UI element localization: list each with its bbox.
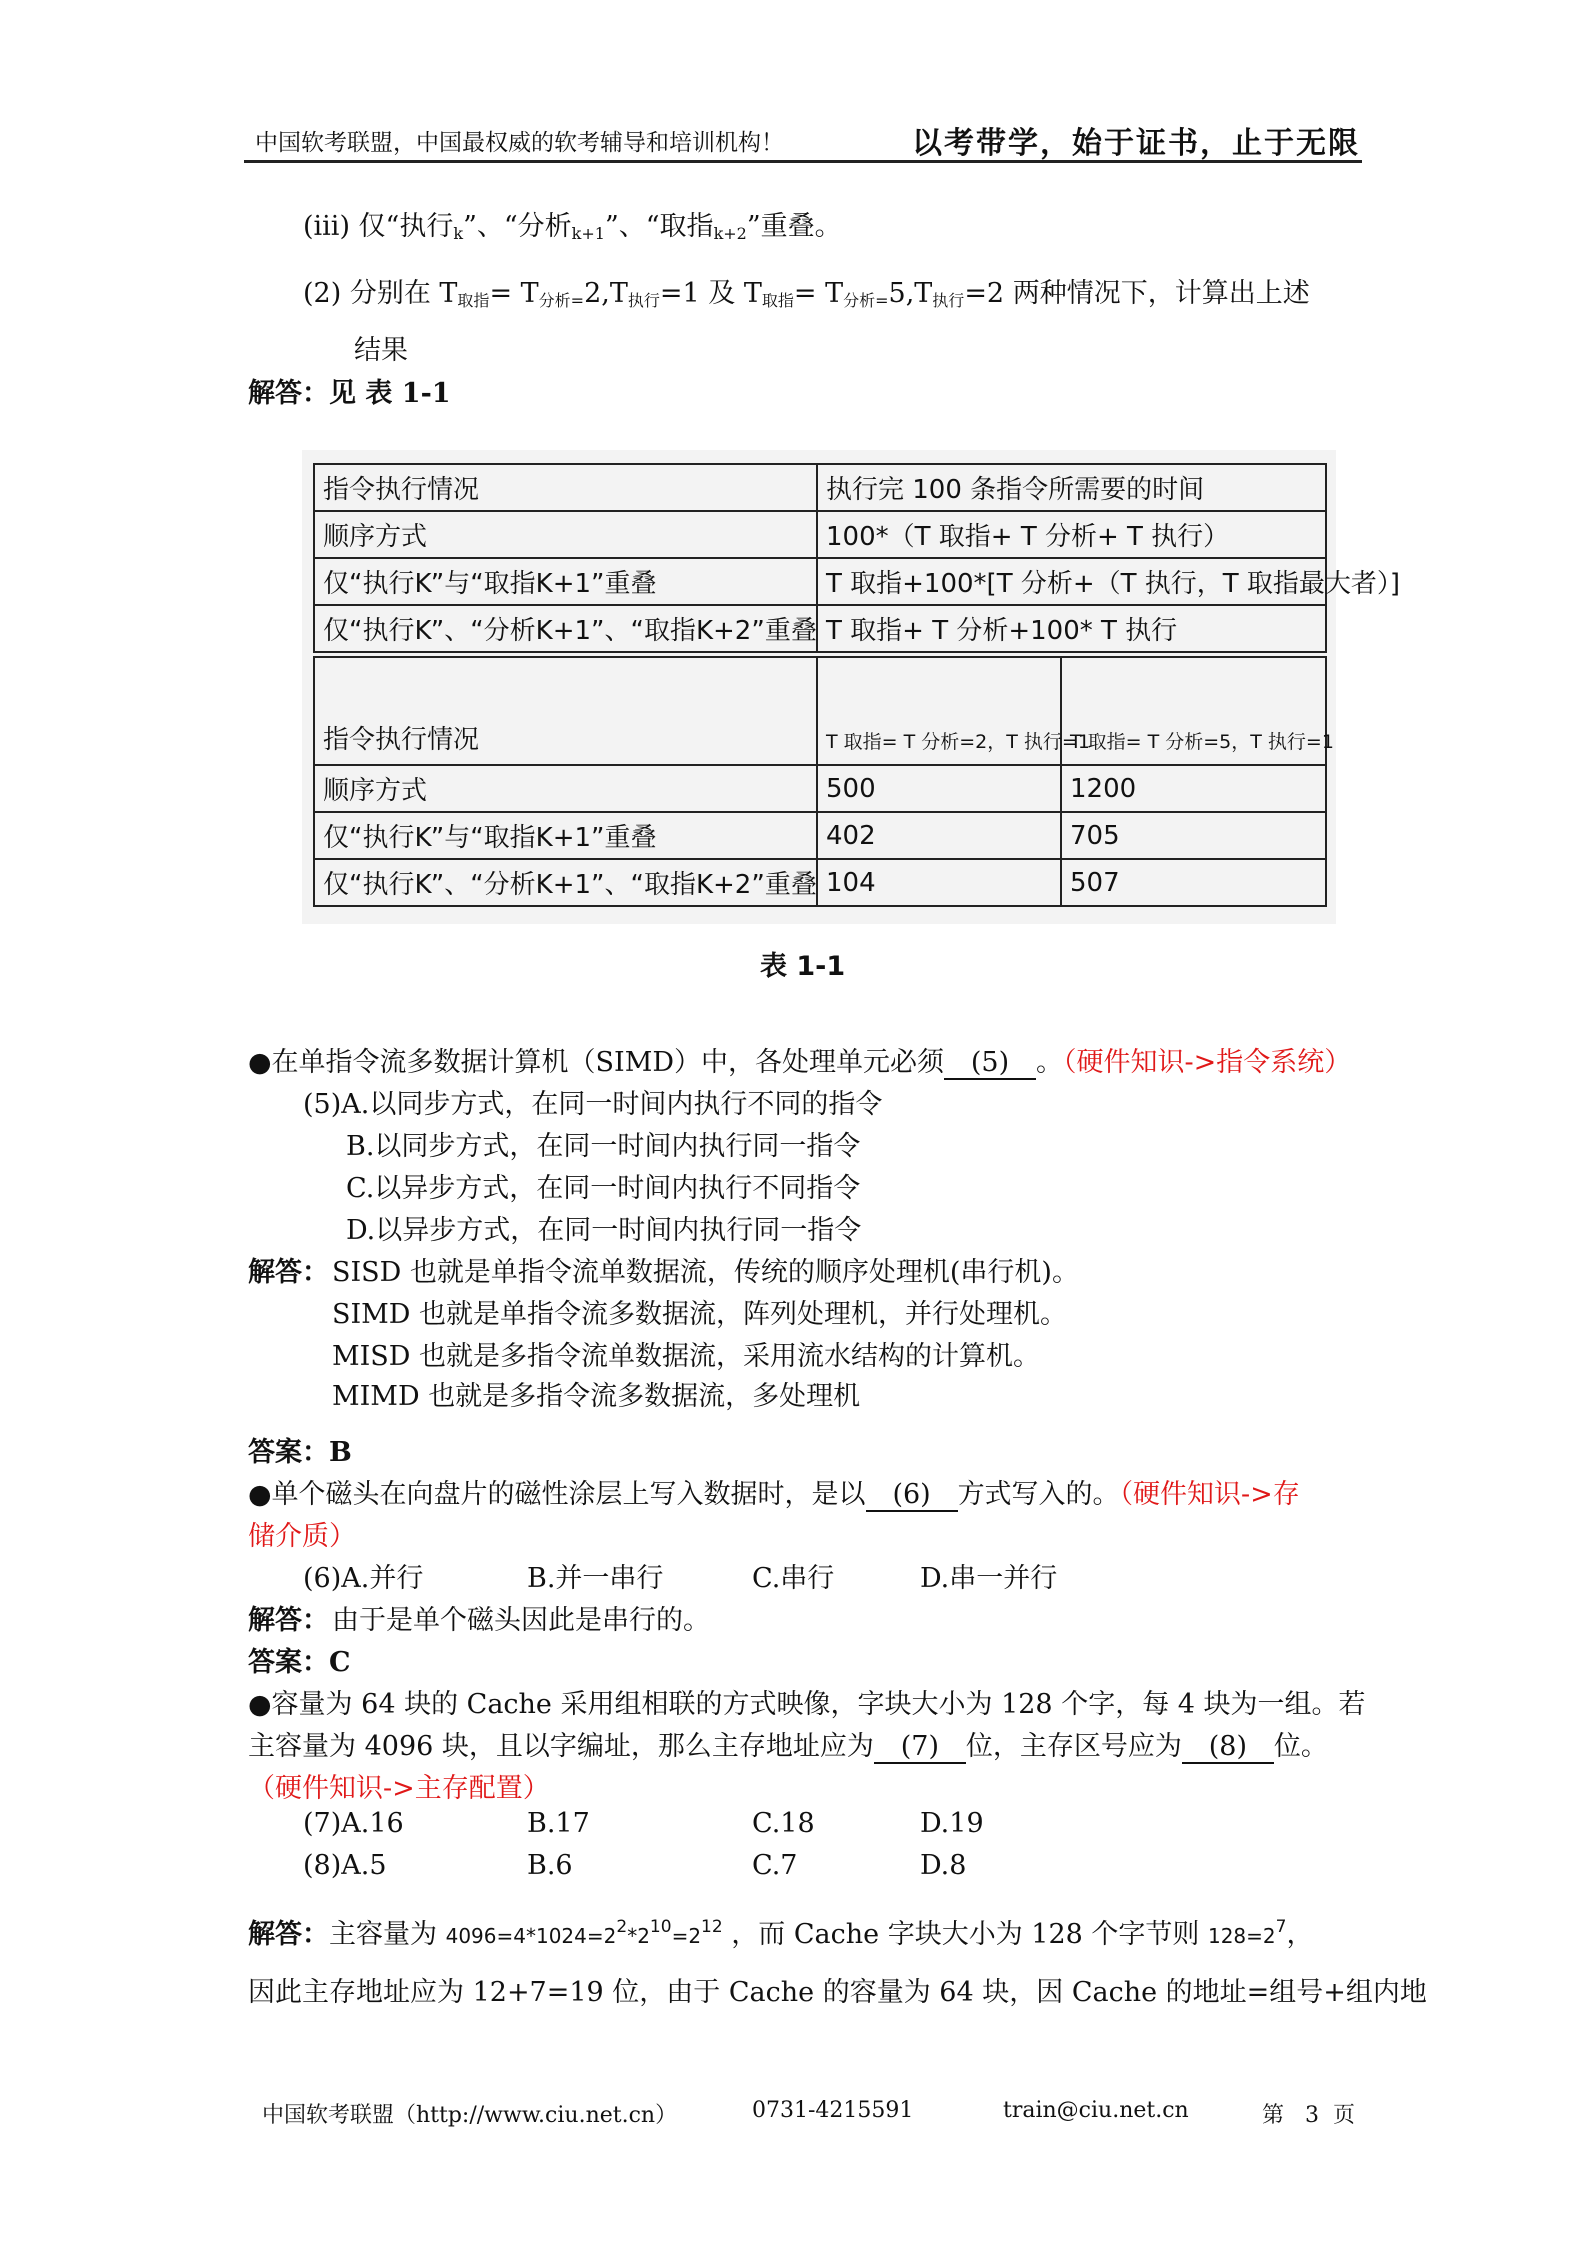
table-cell: 705 (1061, 812, 1326, 859)
option-item: B.并一串行 (527, 1563, 664, 1594)
table-cell: T 取指= T 分析=2，T 执行=1 (817, 657, 1061, 765)
table-cell: 仅“执行K”与“取指K+1”重叠 (314, 558, 817, 605)
header-left-text: 中国软考联盟，中国最权威的软考辅导和培训机构！ (255, 130, 784, 156)
table-cell: 执行完 100 条指令所需要的时间 (817, 464, 1326, 511)
table-row (314, 859, 1326, 906)
formula-128: $128=2^7$ (1207, 1917, 1287, 1948)
option-item: D.19 (920, 1808, 984, 1839)
table-cell: 顺序方式 (314, 511, 817, 558)
topic-tag-cont: 储介质） (248, 1521, 356, 1552)
answer-result: 答案：C (248, 1647, 351, 1678)
table-row (314, 657, 1326, 765)
answer-label: 解答： (248, 1257, 329, 1288)
table-cell: 500 (817, 765, 1061, 812)
table-cell: T 取指= T 分析=5，T 执行=1 (1061, 657, 1326, 765)
answer-label-1: 解答：见 表 1-1 (248, 378, 451, 409)
table-cell: 指令执行情况 (314, 464, 817, 511)
table-row (314, 765, 1326, 812)
explanation-line: 因此主存地址应为 12+7=19 位，由于 Cache 的容量为 64 块，因 Cache 的地址=组号+组内地 (248, 1977, 1427, 2008)
table-caption: 表 1-1 (760, 951, 846, 982)
footer-page-number: 第 3 页 (1262, 2103, 1355, 2128)
table-cell: 104 (817, 859, 1061, 906)
table-row (314, 511, 1326, 558)
question-78-stem-line2: 主容量为 4096 块，且以字编址，那么主存地址应为 (7) 位，主存区号应为 (8) 位。 (248, 1731, 1328, 1762)
option-item: D.串一并行 (920, 1563, 1058, 1594)
question-2-line2: 结果 (354, 335, 408, 366)
table-cell: 仅“执行K”、“分析K+1”、“取指K+2”重叠 (314, 605, 817, 652)
option-item: C.18 (752, 1808, 815, 1839)
option-item: C.7 (752, 1850, 798, 1881)
formula-4096: $4096=4*1024=2^2*2^{10}=2^{12}$ (445, 1917, 723, 1948)
table-cell: 402 (817, 812, 1061, 859)
option-item: (7)A.16 (303, 1808, 404, 1839)
table-cell: 指令执行情况 (314, 657, 817, 765)
table-cell: 100*（T 取指+ T 分析+ T 执行） (817, 511, 1326, 558)
table-row (314, 605, 1326, 652)
question-2: (2) 分别在 $T_{取指}= T_{分析=}2,T_{执行}=1$ 及 $T_{取指}= T_{分析=}5,T_{执行}=2$ 两种情况下，计算出上述 (303, 278, 1310, 310)
explanation-line: 解答：主容量为 $4096=4*1024=2^2*2^{10}=2^{12}$ ，而 Cache 字块大小为 128 个字节则 $128=2^7$， (248, 1917, 1314, 1950)
footer-org: 中国软考联盟（http://www.ciu.net.cn） (262, 2103, 678, 2128)
question-78-stem-line1: ●容量为 64 块的 Cache 采用组相联的方式映像，字块大小为 128 个字，每 4 块为一组。若 (248, 1689, 1366, 1720)
blank-7: (7) (874, 1731, 966, 1764)
footer-email: train@ciu.net.cn (1003, 2098, 1189, 2123)
table-row (314, 464, 1326, 511)
question-6-stem: ●单个磁头在向盘片的磁性涂层上写入数据时，是以 (6) 方式写入的。（硬件知识->存 (248, 1479, 1300, 1510)
table-bottom (313, 656, 1334, 907)
header-rule (244, 160, 1362, 163)
explanation-line: MIMD 也就是多指令流多数据流，多处理机 (332, 1381, 861, 1412)
table-cell: 顺序方式 (314, 765, 817, 812)
answer-label: 解答： (248, 1605, 329, 1636)
table-top (313, 463, 1401, 653)
option-item: (8)A.5 (303, 1850, 387, 1881)
table-cell: T 取指+100*[T 分析+（T 执行，T 取指最大者）] (817, 558, 1326, 605)
option-item: (6)A.并行 (303, 1563, 424, 1594)
option-item: B.17 (527, 1808, 590, 1839)
topic-tag: （硬件知识->主存配置） (248, 1773, 550, 1804)
explanation-line: 由于是单个磁头因此是串行的。 (332, 1605, 710, 1636)
table-cell: 仅“执行K”、“分析K+1”、“取指K+2”重叠 (314, 859, 817, 906)
table-cell: 507 (1061, 859, 1326, 906)
footer-phone: 0731-4215591 (752, 2098, 914, 2123)
blank-8: (8) (1182, 1731, 1274, 1764)
blank-6: (6) (866, 1479, 958, 1512)
blank-5: (5) (944, 1047, 1036, 1080)
table-cell: 仅“执行K”与“取指K+1”重叠 (314, 812, 817, 859)
explanation-line: SIMD 也就是单指令流多数据流，阵列处理机，并行处理机。 (332, 1299, 1068, 1330)
option-item: B.以同步方式，在同一时间内执行同一指令 (346, 1131, 861, 1162)
header-slogan: 以考带学，始于证书，止于无限 (912, 126, 1360, 161)
option-item: C.串行 (752, 1563, 835, 1594)
option-item: C.以异步方式，在同一时间内执行不同指令 (346, 1173, 861, 1204)
topic-tag: （硬件知识->存 (1119, 1479, 1300, 1510)
item-iii: (iii) 仅“执行$_k$”、“分析$_{k+1}$”、“取指$_{k+2}$”重叠。 (303, 211, 842, 243)
table-cell: 1200 (1061, 765, 1326, 812)
answer-result: 答案：B (248, 1437, 352, 1468)
table-row (314, 558, 1326, 605)
explanation-line: MISD 也就是多指令流单数据流，采用流水结构的计算机。 (332, 1341, 1041, 1372)
option-item: D.8 (920, 1850, 967, 1881)
table-row (314, 812, 1326, 859)
option-item: (5)A.以同步方式，在同一时间内执行不同的指令 (303, 1089, 883, 1120)
question-5-stem: ●在单指令流多数据计算机（SIMD）中，各处理单元必须 (5) 。（硬件知识->指令系统） (248, 1047, 1352, 1078)
option-item: B.6 (527, 1850, 573, 1881)
explanation-line: SISD 也就是单指令流单数据流，传统的顺序处理机(串行机)。 (332, 1257, 1079, 1288)
table-cell: T 取指+ T 分析+100* T 执行 (817, 605, 1326, 652)
option-item: D.以异步方式，在同一时间内执行同一指令 (346, 1215, 862, 1246)
topic-tag: （硬件知识->指令系统） (1063, 1047, 1352, 1078)
